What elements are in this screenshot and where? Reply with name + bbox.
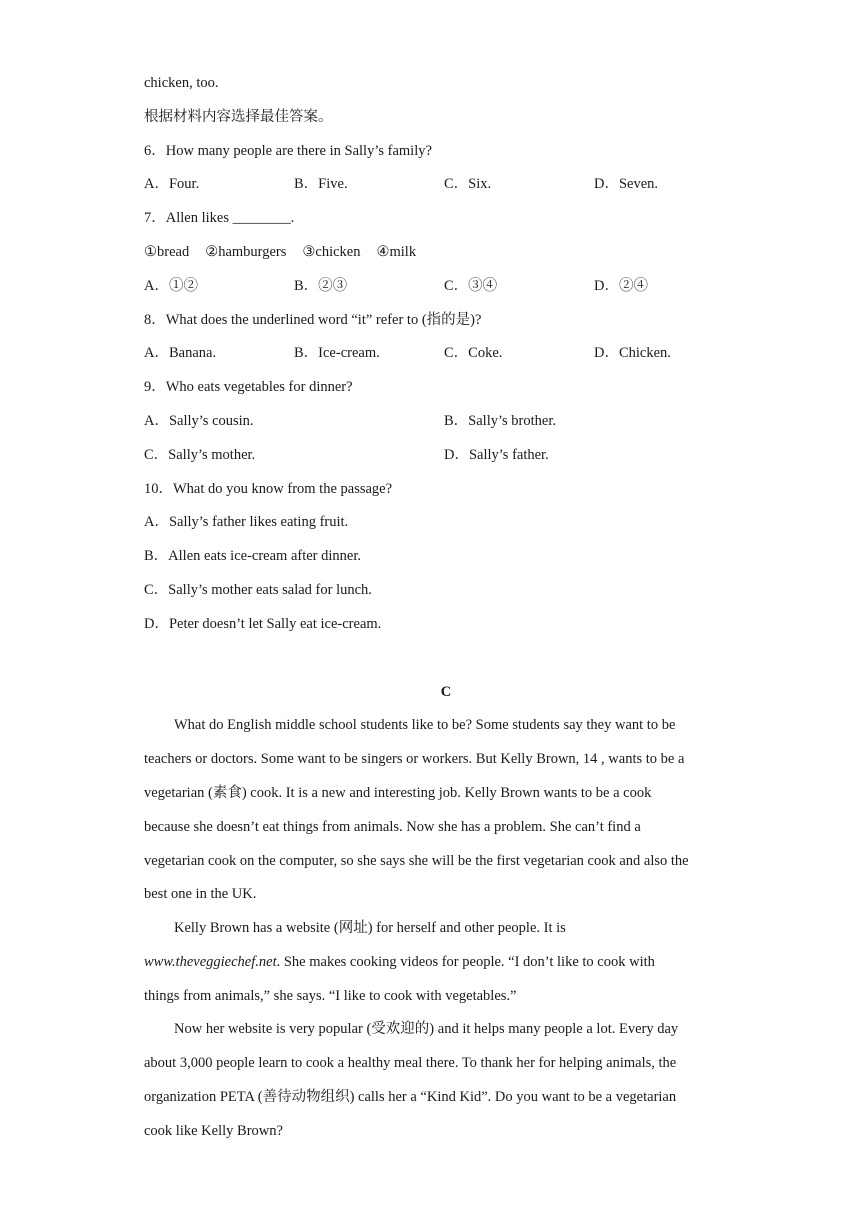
question-6-stem: 6．How many people are there in Sally’s family? [144, 143, 432, 159]
q7-option-b: B．②③ [294, 278, 348, 294]
paragraph-3-line: about 3,000 people learn to cook a healthy meal there. To thank her for helping animals, the [144, 1055, 677, 1071]
paragraph-3-line: Now her website is very popular (受欢迎的) and it helps many people a lot. Every day [174, 1021, 679, 1037]
question-9-stem: 9．Who eats vegetables for dinner? [144, 379, 353, 395]
q6-option-a: A．Four. [144, 176, 200, 192]
paragraph-1-line: because she doesn’t eat things from animals. Now she has a problem. She can’t find a [144, 819, 641, 835]
q8-option-d: D．Chicken. [594, 345, 671, 361]
q7-option-d: D．②④ [594, 278, 648, 294]
q7-option-c: C．③④ [444, 278, 498, 294]
q9-option-b: B．Sally’s brother. [444, 413, 556, 429]
q7-item-1: ①bread [144, 244, 190, 260]
instruction: 根据材料内容选择最佳答案。 [144, 109, 333, 125]
q7-option-a: A．①② [144, 278, 198, 294]
paragraph-1-line: What do English middle school students like to be? Some students say they want to be [174, 717, 676, 733]
q10-option-b: B．Allen eats ice-cream after dinner. [144, 548, 361, 564]
q8-option-b: B．Ice-cream. [294, 345, 380, 361]
q7-item-2: ②hamburgers [205, 244, 287, 260]
passage-tail: chicken, too. [144, 75, 219, 91]
q9-option-a: A．Sally’s cousin. [144, 413, 254, 429]
paragraph-1-line: vegetarian (素食) cook. It is a new and interesting job. Kelly Brown wants to be a cook [144, 785, 652, 801]
paragraph-1-line: vegetarian cook on the computer, so she says she will be the first vegetarian cook and also the [144, 853, 689, 869]
question-10-stem: 10．What do you know from the passage? [144, 481, 393, 497]
q10-option-d: D．Peter doesn’t let Sally eat ice-cream. [144, 616, 382, 632]
q7-item-4: ④milk [376, 244, 417, 260]
paragraph-2-text: . She makes cooking videos for people. “I don’t like to cook with [276, 954, 655, 970]
question-7-stem: 7．Allen likes ________. [144, 210, 295, 226]
section-heading: C [440, 684, 452, 700]
q7-item-3: ③chicken [302, 244, 361, 260]
q9-option-d: D．Sally’s father. [444, 447, 549, 463]
q6-option-c: C．Six. [444, 176, 492, 192]
question-7-items [144, 242, 416, 262]
q10-option-a: A．Sally’s father likes eating fruit. [144, 514, 349, 530]
question-8-stem: 8．What does the underlined word “it” refer to (指的是)? [144, 312, 482, 328]
paragraph-2-line: Kelly Brown has a website (网址) for herself and other people. It is [174, 920, 566, 936]
paragraph-2-line: things from animals,” she says. “I like to cook with vegetables.” [144, 988, 517, 1004]
website-address: www.theveggiechef.net [144, 954, 277, 970]
paragraph-1-line: best one in the UK. [144, 886, 257, 902]
q8-option-c: C．Coke. [444, 345, 503, 361]
q6-option-d: D．Seven. [594, 176, 659, 192]
q10-option-c: C．Sally’s mother eats salad for lunch. [144, 582, 372, 598]
q6-option-b: B．Five. [294, 176, 348, 192]
paragraph-2-line [144, 952, 655, 972]
paragraph-1-line: teachers or doctors. Some want to be singers or workers. But Kelly Brown, 14 , wants to be a [144, 751, 685, 767]
q8-option-a: A．Banana. [144, 345, 217, 361]
paragraph-3-line: organization PETA (善待动物组织) calls her a “Kind Kid”. Do you want to be a vegetarian [144, 1089, 677, 1105]
q9-option-c: C．Sally’s mother. [144, 447, 256, 463]
paragraph-3-line: cook like Kelly Brown? [144, 1123, 283, 1139]
